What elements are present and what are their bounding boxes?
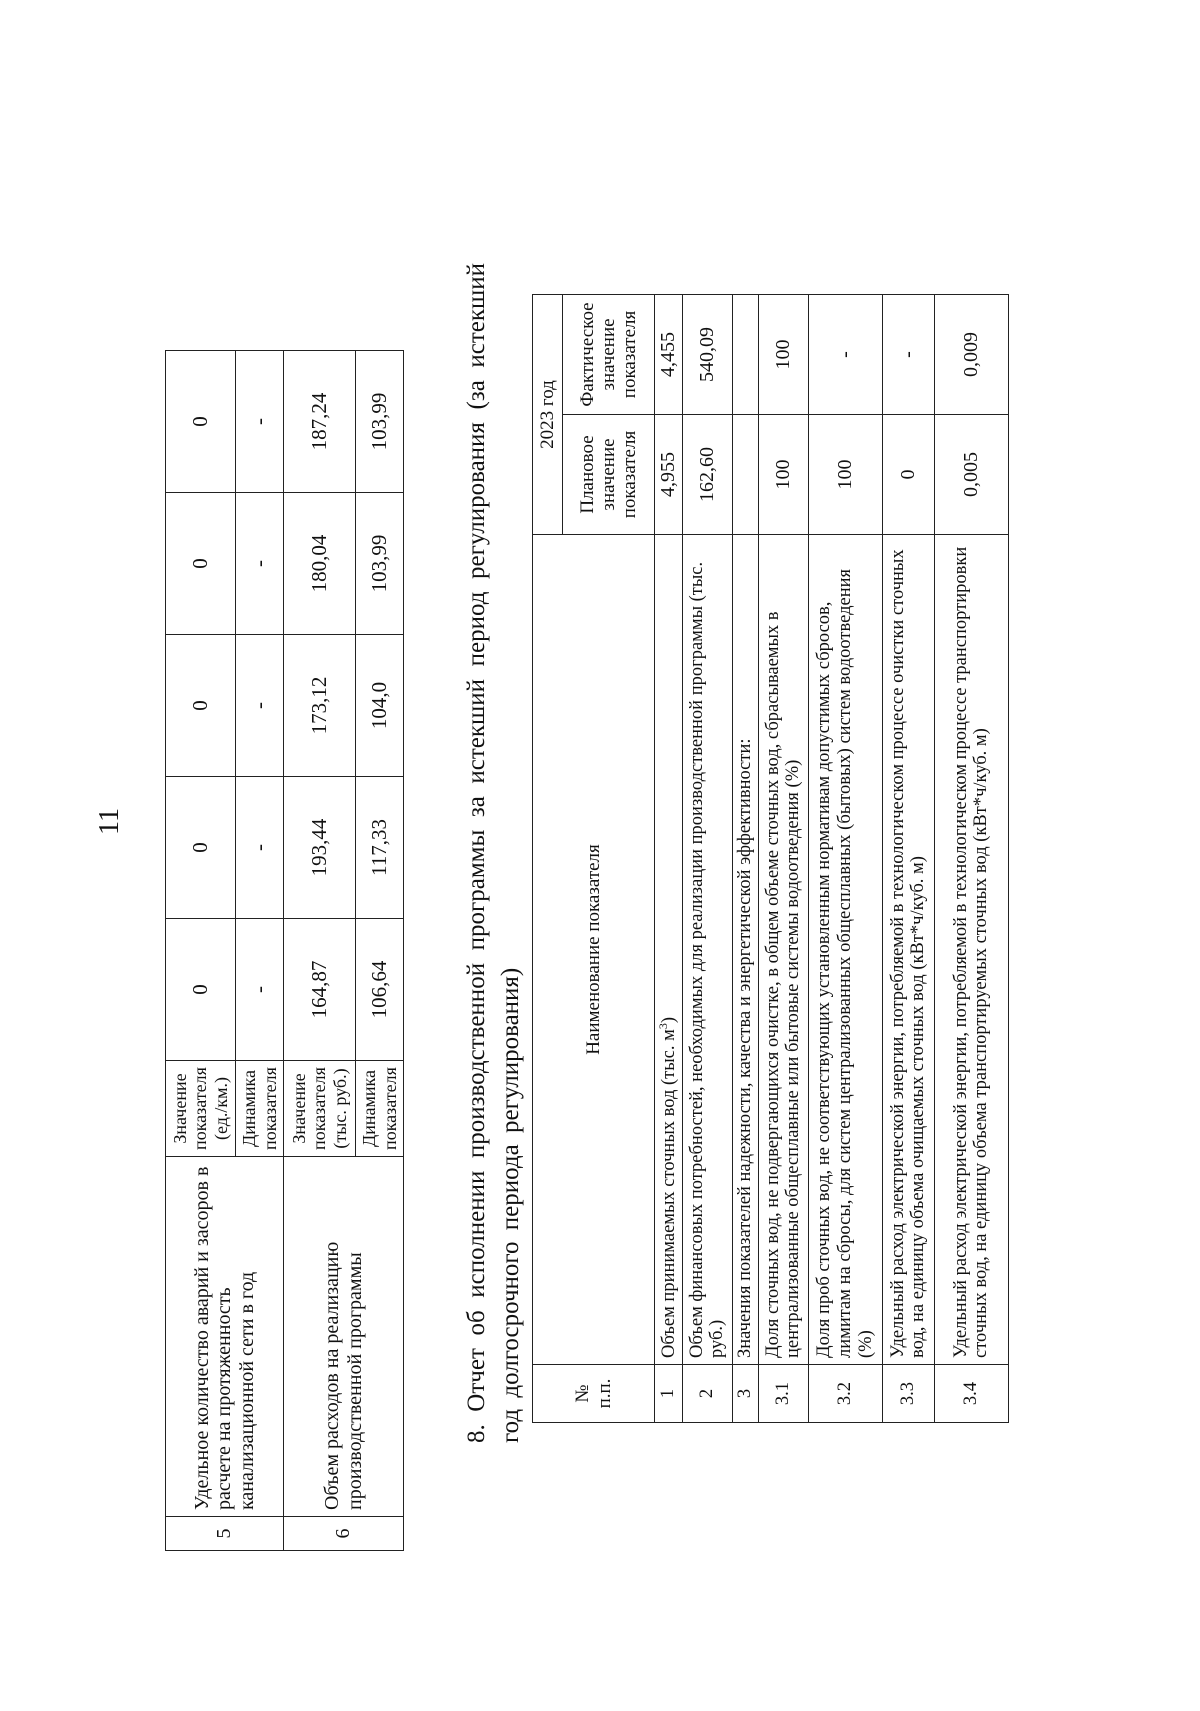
indicator-name: Удельное количество аварий и засоров в расчете на протяженность канализационной сети в год <box>166 1157 284 1517</box>
table-row <box>682 294 732 1422</box>
measure-label: Динамика показателя <box>236 1061 284 1157</box>
table-row <box>758 294 808 1422</box>
page-number: 11 <box>94 808 125 835</box>
production-program-report-table <box>532 294 1009 1423</box>
row-number: 1 <box>655 1365 683 1423</box>
plan-value: 4,955 <box>655 415 683 535</box>
value-cell: - <box>236 777 284 919</box>
measure-label: Значение показателя (тыс. руб.) <box>284 1061 356 1157</box>
value-cell: 104,0 <box>356 635 404 777</box>
value-cell: 106,64 <box>356 919 404 1061</box>
indicator-name: Объем расходов на реализацию производственной программы <box>284 1157 404 1517</box>
table-row <box>655 294 683 1422</box>
value-cell: 180,04 <box>284 493 356 635</box>
table-header-row <box>533 294 563 1422</box>
plan-value: 100 <box>808 415 882 535</box>
value-cell: 0 <box>166 493 236 635</box>
indicator-name <box>655 535 683 1365</box>
fact-value: - <box>808 294 882 414</box>
fact-value: - <box>882 294 934 414</box>
value-cell: 173,12 <box>284 635 356 777</box>
header-year: 2023 год <box>533 294 563 534</box>
section-heading: 8. Отчет об исполнении производственной программы за истекший период регулирования (за истекший год долгосрочного периода регулирования) <box>463 263 524 1443</box>
fact-value: 540,09 <box>682 294 732 414</box>
table-row <box>882 294 934 1422</box>
indicator-name: Объем финансовых потребностей, необходимых для реализации производственной программы (тыс. руб.) <box>682 535 732 1365</box>
value-cell: - <box>236 493 284 635</box>
row-number: 6 <box>284 1517 404 1551</box>
row-number: 3.4 <box>934 1365 1008 1423</box>
indicator-name: Удельный расход электрической энергии, потребляемой в технологическом процессе транспортировки сточных вод, на единицу объема транспортируемых сточных вод (кВт*ч/куб. м) <box>934 535 1008 1365</box>
value-cell: 103,99 <box>356 493 404 635</box>
header-indicator-name: Наименование показателя <box>533 535 655 1365</box>
table-row <box>934 294 1008 1422</box>
plan-value <box>732 415 758 535</box>
fact-value: 4,455 <box>655 294 683 414</box>
table-row <box>808 294 882 1422</box>
value-cell: 193,44 <box>284 777 356 919</box>
row-number: 3 <box>732 1365 758 1423</box>
table-row <box>732 294 758 1422</box>
value-cell: - <box>236 919 284 1061</box>
plan-value: 100 <box>758 415 808 535</box>
value-cell: - <box>236 635 284 777</box>
row-number: 3.2 <box>808 1365 882 1423</box>
fact-value: 0,009 <box>934 294 1008 414</box>
value-cell: 0 <box>166 777 236 919</box>
row-number: 2 <box>682 1365 732 1423</box>
value-cell: 187,24 <box>284 351 356 493</box>
row-number: 3.3 <box>882 1365 934 1423</box>
value-cell: 0 <box>166 351 236 493</box>
row-number: 5 <box>166 1517 284 1551</box>
indicator-name: Доля проб сточных вод, не соответствующих установленным нормативам допустимых сбросов, лимитам на сбросы, для систем централизованных общесплавных (бытовых) систем водоотведения (%) <box>808 535 882 1365</box>
table-row <box>284 351 356 1551</box>
table-row <box>166 351 236 1551</box>
plan-value: 0,005 <box>934 415 1008 535</box>
header-fact: Фактическое значение показателя <box>563 294 655 414</box>
indicators-table-continued <box>165 350 404 1551</box>
superscript: 3 <box>656 1023 670 1030</box>
fact-value: 100 <box>758 294 808 414</box>
value-cell: - <box>236 351 284 493</box>
value-cell: 0 <box>166 635 236 777</box>
header-number: № п.п. <box>533 1365 655 1423</box>
fact-value <box>732 294 758 414</box>
measure-label: Значение показателя (ед./км.) <box>166 1061 236 1157</box>
indicator-name: Значения показателей надежности, качества и энергетической эффективности: <box>732 535 758 1365</box>
plan-value: 162,60 <box>682 415 732 535</box>
indicator-name: Доля сточных вод, не подвергающихся очистке, в общем объеме сточных вод, сбрасываемых в централизованные общесплавные или бытовые системы водоотведения (%) <box>758 535 808 1365</box>
value-cell: 103,99 <box>356 351 404 493</box>
header-plan: Плановое значение показателя <box>563 415 655 535</box>
plan-value: 0 <box>882 415 934 535</box>
indicator-name-end: ) <box>659 1017 680 1024</box>
value-cell: 164,87 <box>284 919 356 1061</box>
value-cell: 117,33 <box>356 777 404 919</box>
value-cell: 0 <box>166 919 236 1061</box>
indicator-name-text: Объем принимаемых сточных вод (тыс. м <box>659 1029 680 1358</box>
measure-label: Динамика показателя <box>356 1061 404 1157</box>
indicator-name: Удельный расход электрической энергии, потребляемой в технологическом процессе очистки сточных вод, на единицу объема очищаемых сточных вод (кВт*ч/куб. м) <box>882 535 934 1365</box>
row-number: 3.1 <box>758 1365 808 1423</box>
